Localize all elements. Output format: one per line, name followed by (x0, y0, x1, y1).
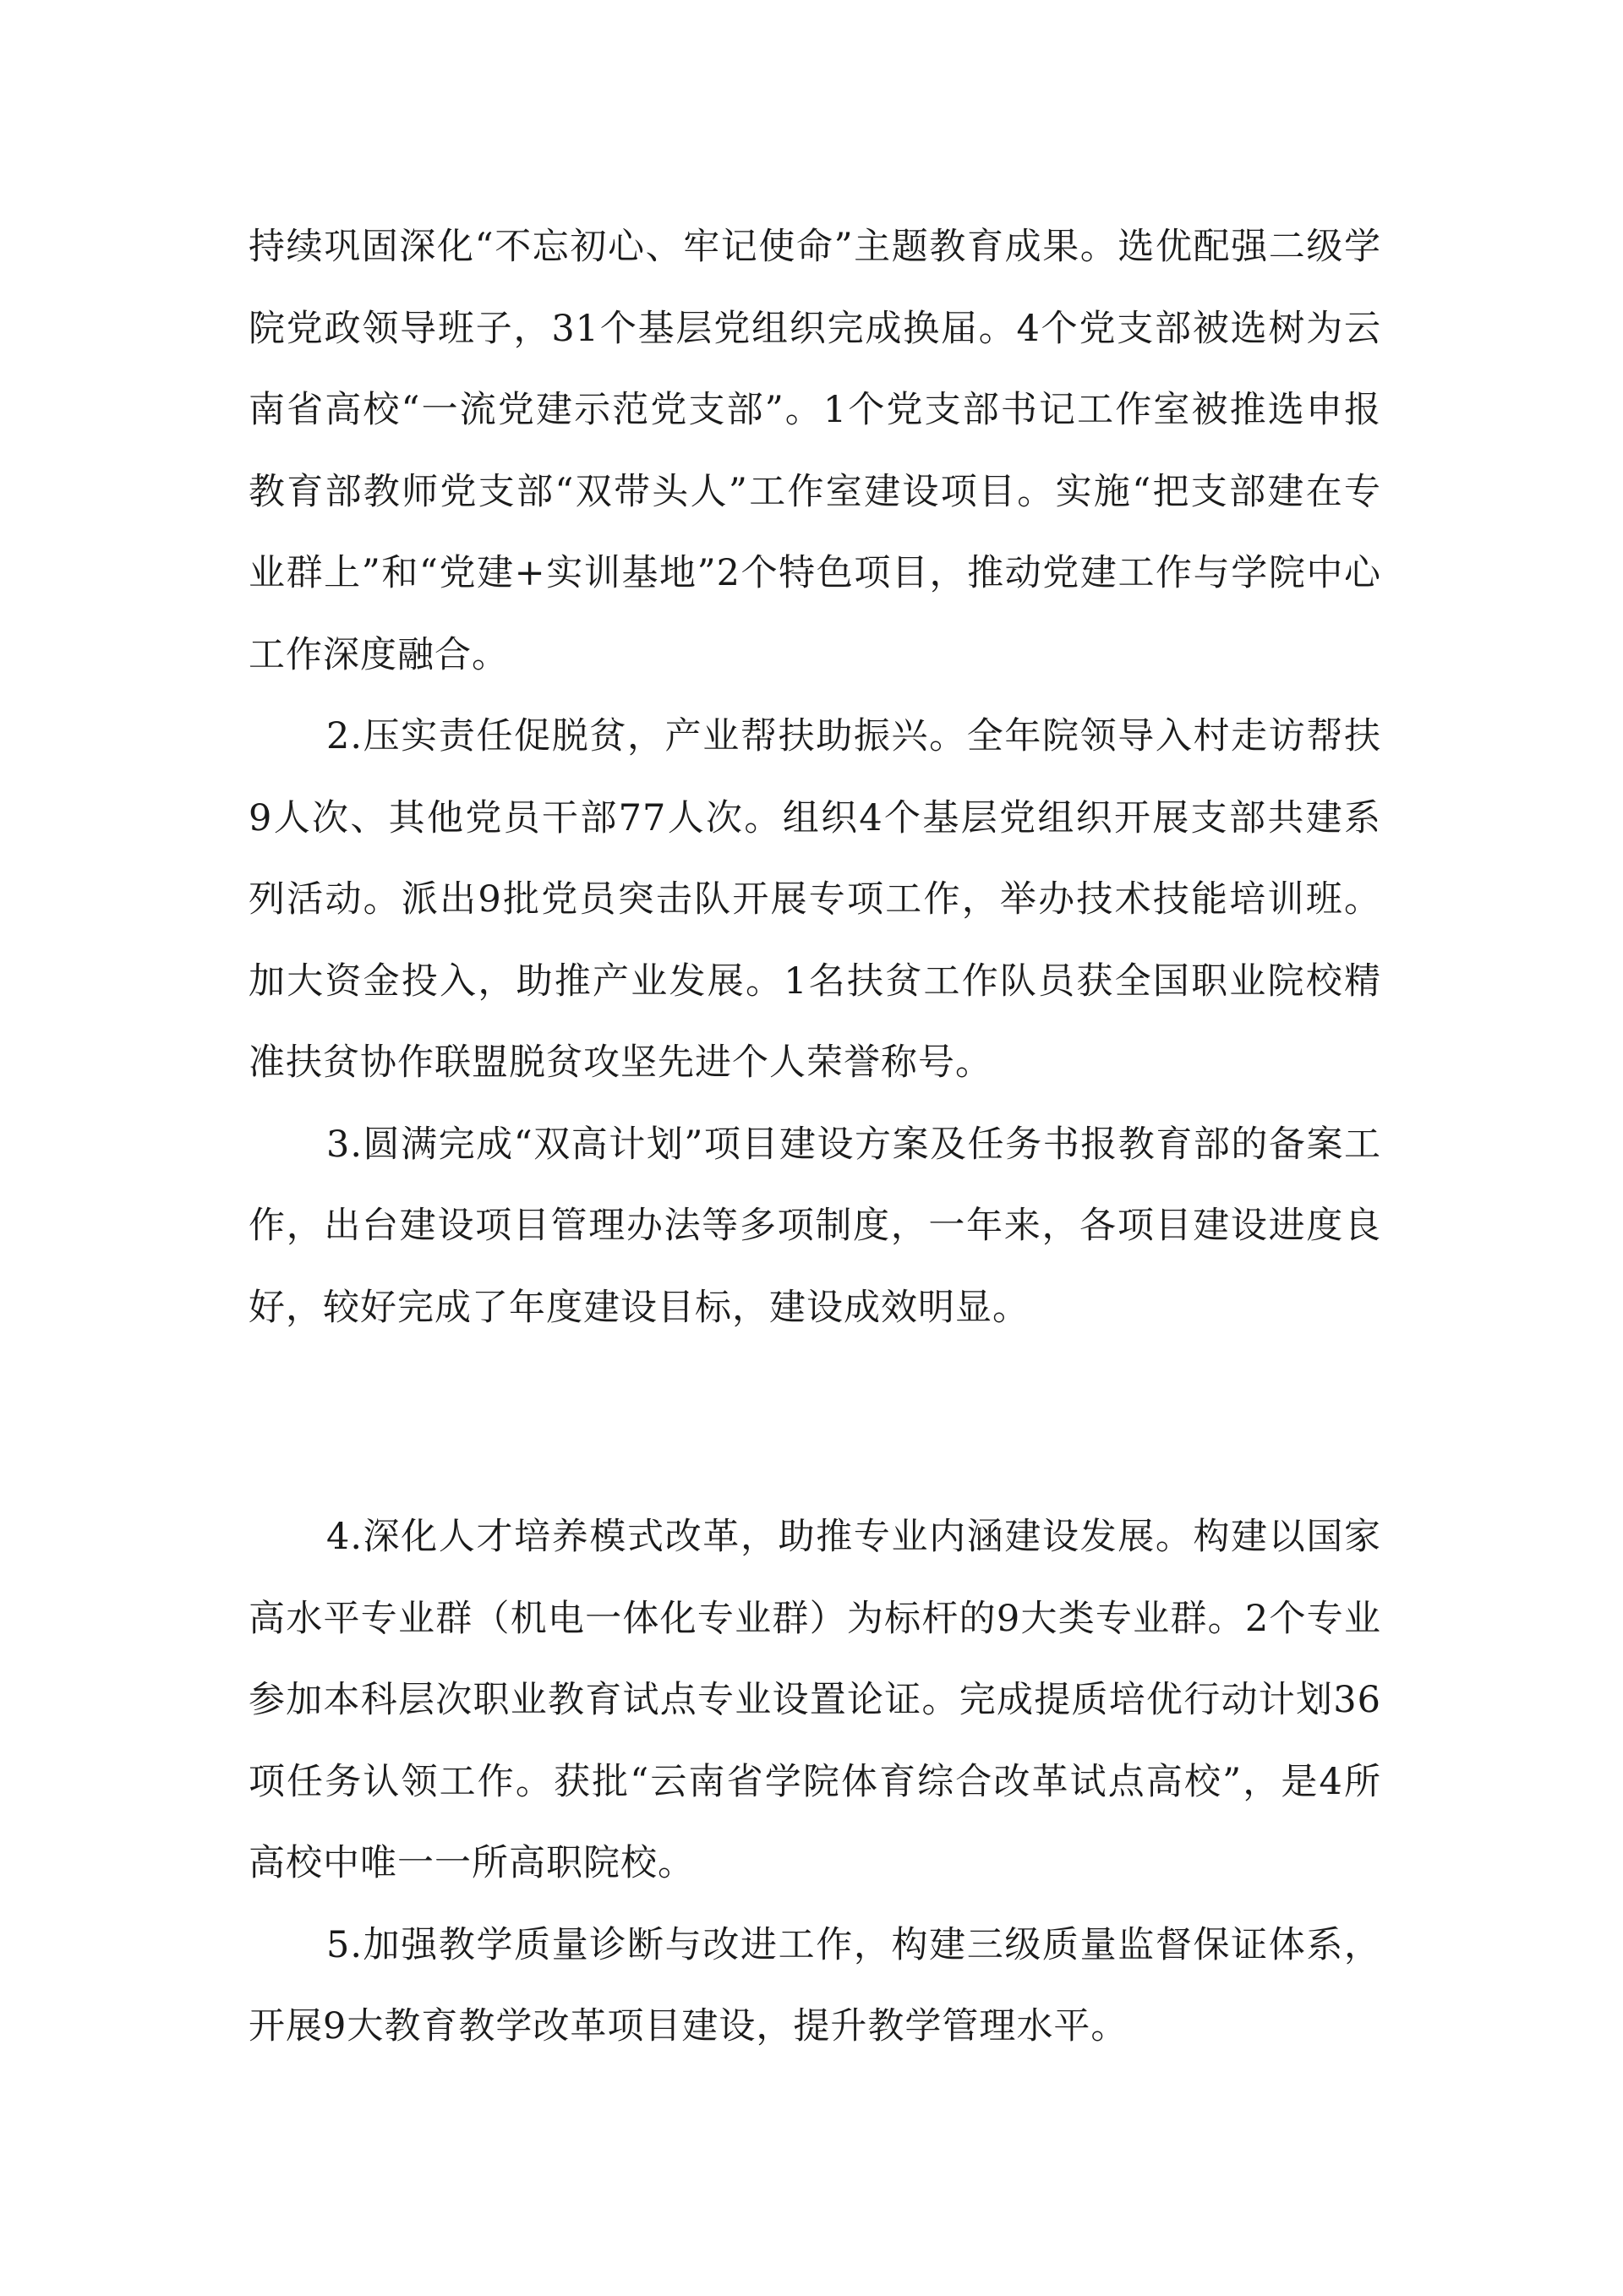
text-block-top (249, 206, 1381, 1348)
paragraph-talent-training: 4.深化人才培养模式改革，助推专业内涵建设发展。构建以国家高水平专业群（机电一体化专业群）为标杆的9大类专业群。2个专业参加本科层次职业教育试点专业设置论证。完成提质培优行动计划36项任务认领工作。获批“云南省学院体育综合改革试点高校”，是4所高校中唯一一所高职院校。 (249, 1516, 1381, 1884)
paragraph-poverty-alleviation: 2.压实责任促脱贫，产业帮扶助振兴。全年院领导入村走访帮扶9人次、其他党员干部77人次。组织4个基层党组织开展支部共建系列活动。派出9批党员突击队开展专项工作，举办技术技能培训班。加大资金投入，助推产业发展。1名扶贫工作队员获全国职业院校精准扶贫协作联盟脱贫攻坚先进个人荣誉称号。 (249, 715, 1381, 1084)
text-block-bottom (249, 1496, 1381, 2068)
paragraph-double-high-plan: 3.圆满完成“双高计划”项目建设方案及任务书报教育部的备案工作，出台建设项目管理办法等多项制度，一年来，各项目建设进度良好，较好完成了年度建设目标，建设成效明显。 (249, 1123, 1381, 1329)
paragraph-party-building: 持续巩固深化“不忘初心、牢记使命”主题教育成果。选优配强二级学院党政领导班子，31个基层党组织完成换届。4个党支部被选树为云南省高校“一流党建示范党支部”。1个党支部书记工作室被推选申报教育部教师党支部“双带头人”工作室建设项目。实施“把支部建在专业群上”和“党建+实训基地”2个特色项目，推动党建工作与学院中心工作深度融合。 (249, 226, 1381, 676)
paragraph-teaching-quality: 5.加强教学质量诊断与改进工作，构建三级质量监督保证体系，开展9大教育教学改革项目建设，提升教学管理水平。 (249, 1923, 1381, 2047)
